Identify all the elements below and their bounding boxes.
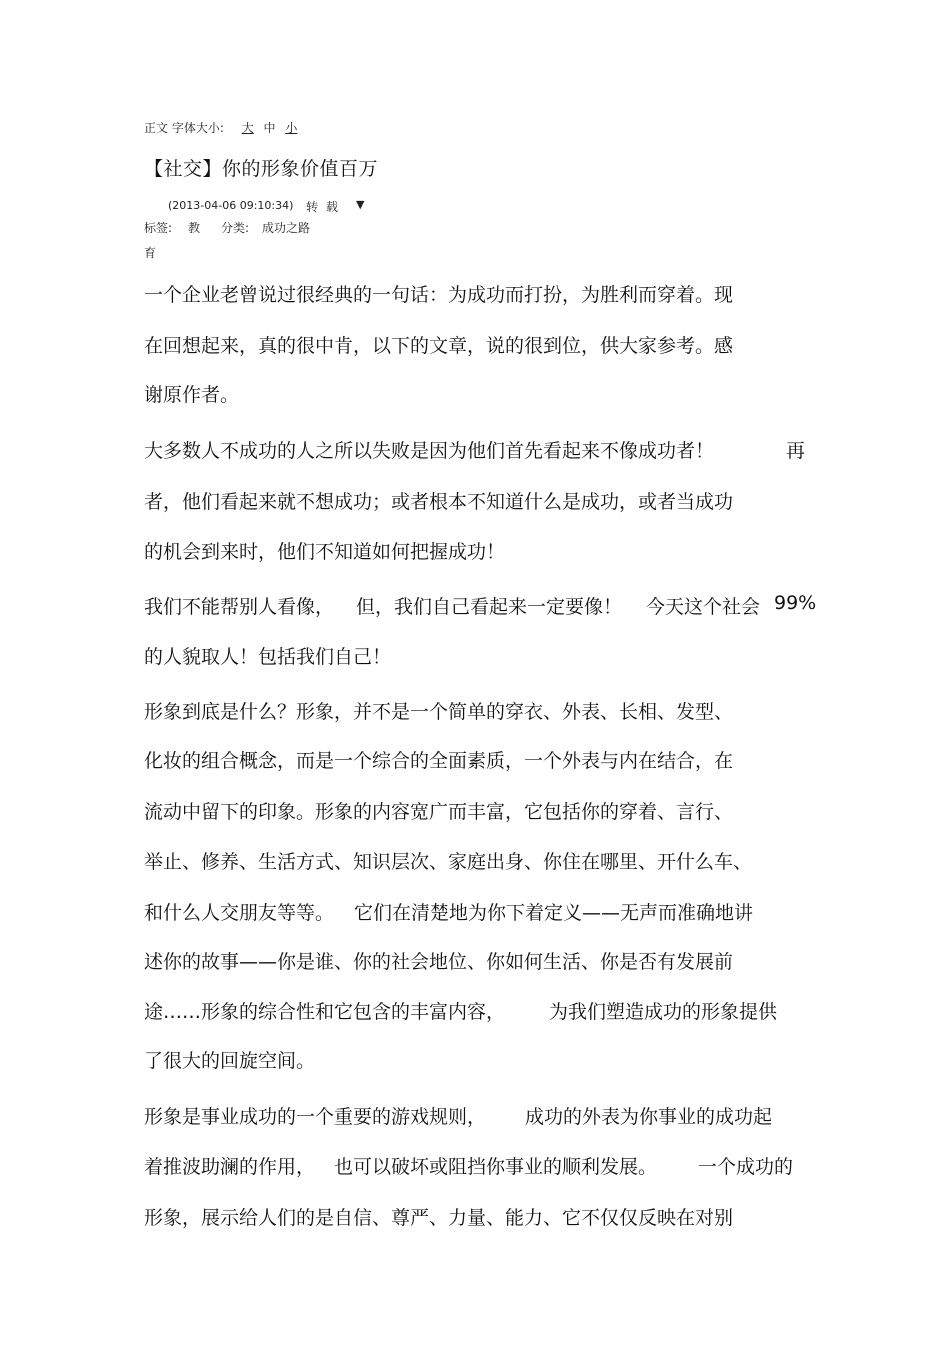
text-line	[144, 331, 733, 358]
font-size-medium-link[interactable]: 中	[263, 121, 276, 135]
text-segment: 了很大的回旋空间。	[144, 1050, 316, 1072]
text-segment: 着推波助澜的作用，	[144, 1156, 316, 1178]
text-line	[144, 847, 752, 874]
text-segment: 也可以破坏或阻挡你事业的顺利发展。	[334, 1156, 658, 1178]
text-line	[144, 1203, 733, 1230]
text-segment: 它们在清楚地为你下着定义——无声而准确地讲	[354, 902, 754, 924]
repost-button[interactable]: 转载	[306, 200, 347, 214]
font-size-label: 正文 字体大小:	[144, 121, 224, 135]
text-line	[144, 642, 391, 669]
text-line	[144, 797, 733, 824]
text-line	[144, 280, 733, 307]
text-line	[144, 380, 239, 407]
text-line	[144, 947, 733, 974]
text-line	[144, 537, 505, 564]
text-segment: 的人貌取人！包括我们自己！	[144, 646, 392, 668]
text-segment: 在回想起来，真的很中肯，以下的文章，说的很到位，供大家参考。感	[144, 335, 734, 357]
text-segment: 途……形象的综合性和它包含的丰富内容，	[144, 1001, 506, 1023]
text-segment: 我们不能帮别人看像，	[144, 596, 335, 618]
category-link[interactable]: 成功之路	[262, 221, 311, 235]
tag-link-part1[interactable]: 教	[188, 221, 201, 235]
font-size-control	[144, 119, 297, 136]
repost-dropdown-icon[interactable]: ▼	[356, 198, 365, 211]
text-segment: 化妆的组合概念，而是一个综合的全面素质，一个外表与内在结合，在	[144, 750, 734, 772]
text-segment: 但，我们自己看起来一定要像！	[356, 596, 623, 618]
text-segment: 一个成功的	[698, 1156, 794, 1178]
text-segment: 形象到底是什么？形象，并不是一个简单的穿衣、外表、长相、发型、	[144, 701, 734, 723]
text-segment: 大多数人不成功的人之所以失败是因为他们首先看起来不像成功者！	[144, 440, 715, 462]
post-datetime: (2013-04-06 09:10:34)	[168, 199, 294, 212]
text-segment: 形象，展示给人们的是自信、尊严、力量、能力、它不仅仅反映在对别	[144, 1207, 734, 1229]
text-segment: 流动中留下的印象。形象的内容宽广而丰富，它包括你的穿着、言行、	[144, 801, 734, 823]
font-size-small-link[interactable]: 小	[285, 121, 298, 135]
text-segment: 谢原作者。	[144, 384, 240, 406]
text-segment: 者，他们看起来就不想成功；或者根本不知道什么是成功，或者当成功	[144, 491, 734, 513]
text-segment: 再	[786, 440, 806, 462]
text-line	[144, 1046, 315, 1073]
text-segment: 和什么人交朋友等等。	[144, 902, 335, 924]
text-segment: 今天这个社会	[646, 596, 761, 618]
text-segment: 成功的外表为你事业的成功起	[525, 1106, 773, 1128]
text-segment: 99%	[774, 592, 817, 614]
text-segment: 一个企业老曾说过很经典的一句话：为成功而打扮，为胜利而穿着。现	[144, 284, 734, 306]
text-segment: 举止、修养、生活方式、知识层次、家庭出身、你住在哪里、开什么车、	[144, 851, 753, 873]
text-segment: 述你的故事——你是谁、你的社会地位、你如何生活、你是否有发展前	[144, 951, 734, 973]
text-line	[144, 487, 733, 514]
font-size-large-link[interactable]: 大	[241, 121, 254, 135]
text-segment: 形象是事业成功的一个重要的游戏规则，	[144, 1106, 487, 1128]
text-line	[144, 746, 733, 773]
text-line	[144, 697, 733, 724]
text-segment: 为我们塑造成功的形象提供	[549, 1001, 778, 1023]
text-segment: 的机会到来时，他们不知道如何把握成功！	[144, 541, 506, 563]
article-title: 【社交】你的形象价值百万	[144, 158, 379, 180]
tags-label: 标签:	[144, 221, 173, 235]
tag-link-part2[interactable]: 育	[144, 246, 157, 260]
category-label: 分类:	[221, 221, 250, 235]
